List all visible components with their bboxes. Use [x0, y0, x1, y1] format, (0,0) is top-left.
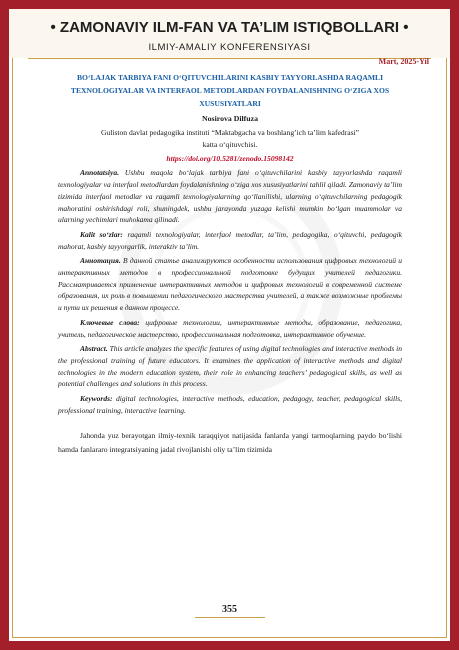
conference-title: • ZAMONAVIY ILM-FAN VA TA’LIM ISTIQBOLLARI •	[50, 19, 409, 36]
conference-header	[9, 9, 450, 58]
abstract-en-text: This article analyzes the specific features of using digital technologies and interactive methods in the professional training of future educators. It examines the application of interactive methods and digital technologies in the modern education system, their role in enhancing teachers’ pedagogical skills, as well as potential challenges and solutions in this process.	[58, 344, 402, 389]
page-number: 355	[222, 604, 237, 615]
page-number-underline	[195, 617, 265, 618]
issue-date: Mart, 2025-Yil	[378, 57, 429, 66]
annotation-ru-text: В данной статье анализируются особенности использования цифровых технологий и интерактивных методов в профессиональной подготовке будущих учителей педагогики. Рассматривается применение интерактивных методов и цифровых технологий в современной системе образования, их роль в повышении педагогического мастерства учителей, а также возможные проблемы и пути их решения в данном процессе.	[58, 256, 402, 313]
keywords-uz-text: raqamli texnologiyalar, interfaol metodlar, ta’lim, pedagogika, o‘qituvchi, pedagogik mahorat, kasbiy tayyorgarlik, interaktiv ta’lim.	[58, 229, 402, 251]
annotation-uz-label: Annotatsiya.	[80, 168, 119, 178]
abstract-en	[58, 343, 402, 390]
article-author: Nosirova Dilfuza	[202, 114, 258, 123]
annotation-uz-text: Ushbu maqola bo‘lajak tarbiya fani o‘qituvchilarini kasbiy tayyorlashda raqamli texnologiyalar va interfaol metodlardan foydalanishning o‘ziga xos xususiyatlarini tahlil qiladi. Zamonaviy ta’lim tizimida interfaol metodlar va raqamli texnologiyalarning qo‘llanilishi, ularning o‘qituvchilarning pedagogik mahoratini oshirishdagi roli, shuningdek, ushbu jarayonda yuzaga kelishi mumkin bo‘lgan muammolar va ularning yechimlari muhokama qilinadi.	[58, 168, 402, 225]
article-content	[58, 71, 402, 457]
keywords-en-label: Keywords:	[80, 394, 113, 404]
abstract-en-label: Abstract.	[80, 344, 108, 354]
keywords-ru	[58, 317, 402, 340]
author-affiliation	[58, 127, 402, 151]
keywords-uz	[58, 229, 402, 252]
keywords-uz-label: Kalit so‘zlar:	[80, 229, 123, 239]
annotation-uz	[58, 167, 402, 226]
doi-link[interactable]: https://doi.org/10.5281/zenodo.15098142	[166, 153, 294, 163]
keywords-ru-label: Ключевые слова:	[80, 317, 140, 327]
affiliation-line: Guliston davlat pedagogika instituti “Maktabgacha va boshlang’ich ta’lim kafedrasi”	[100, 127, 360, 137]
conference-subtitle: ILMIY-AMALIY KONFERENSIYASI	[148, 42, 311, 53]
annotation-ru-label: Аннотация.	[80, 256, 121, 266]
keywords-en	[58, 393, 402, 416]
affiliation-line: katta o‘qituvchisi.	[202, 139, 258, 149]
annotation-ru	[58, 255, 402, 314]
body-paragraph: Jahonda yuz berayotgan ilmiy-texnik taraqqiyot natijasida fanlarda yangi tarmoqlarning paydo bo‘lishi hamda fanlararo integratsiyaning jadal rivojlanishi oliy ta’lim tizimida	[58, 431, 402, 455]
keywords-ru-text: цифровые технологии, интерактивные методы, образование, педагогика, учитель, педагогическое мастерство, профессиональная подготовка, интерактивное обучение.	[58, 317, 402, 339]
header-divider	[28, 58, 431, 59]
keywords-en-text: digital technologies, interactive methods, education, pedagogy, teacher, pedagogical skills, professional training, interactive learning.	[58, 394, 402, 415]
article-title: BO‘LAJAK TARBIYA FANI O‘QITUVCHILARINI KASBIY TAYYORLASHDA RAQAMLI TEXNOLOGIYALAR VA INTERFAOL METODLARDAN FOYDALANISHNING O‘ZIGA XOS XUSUSIYATLARI	[70, 73, 390, 108]
